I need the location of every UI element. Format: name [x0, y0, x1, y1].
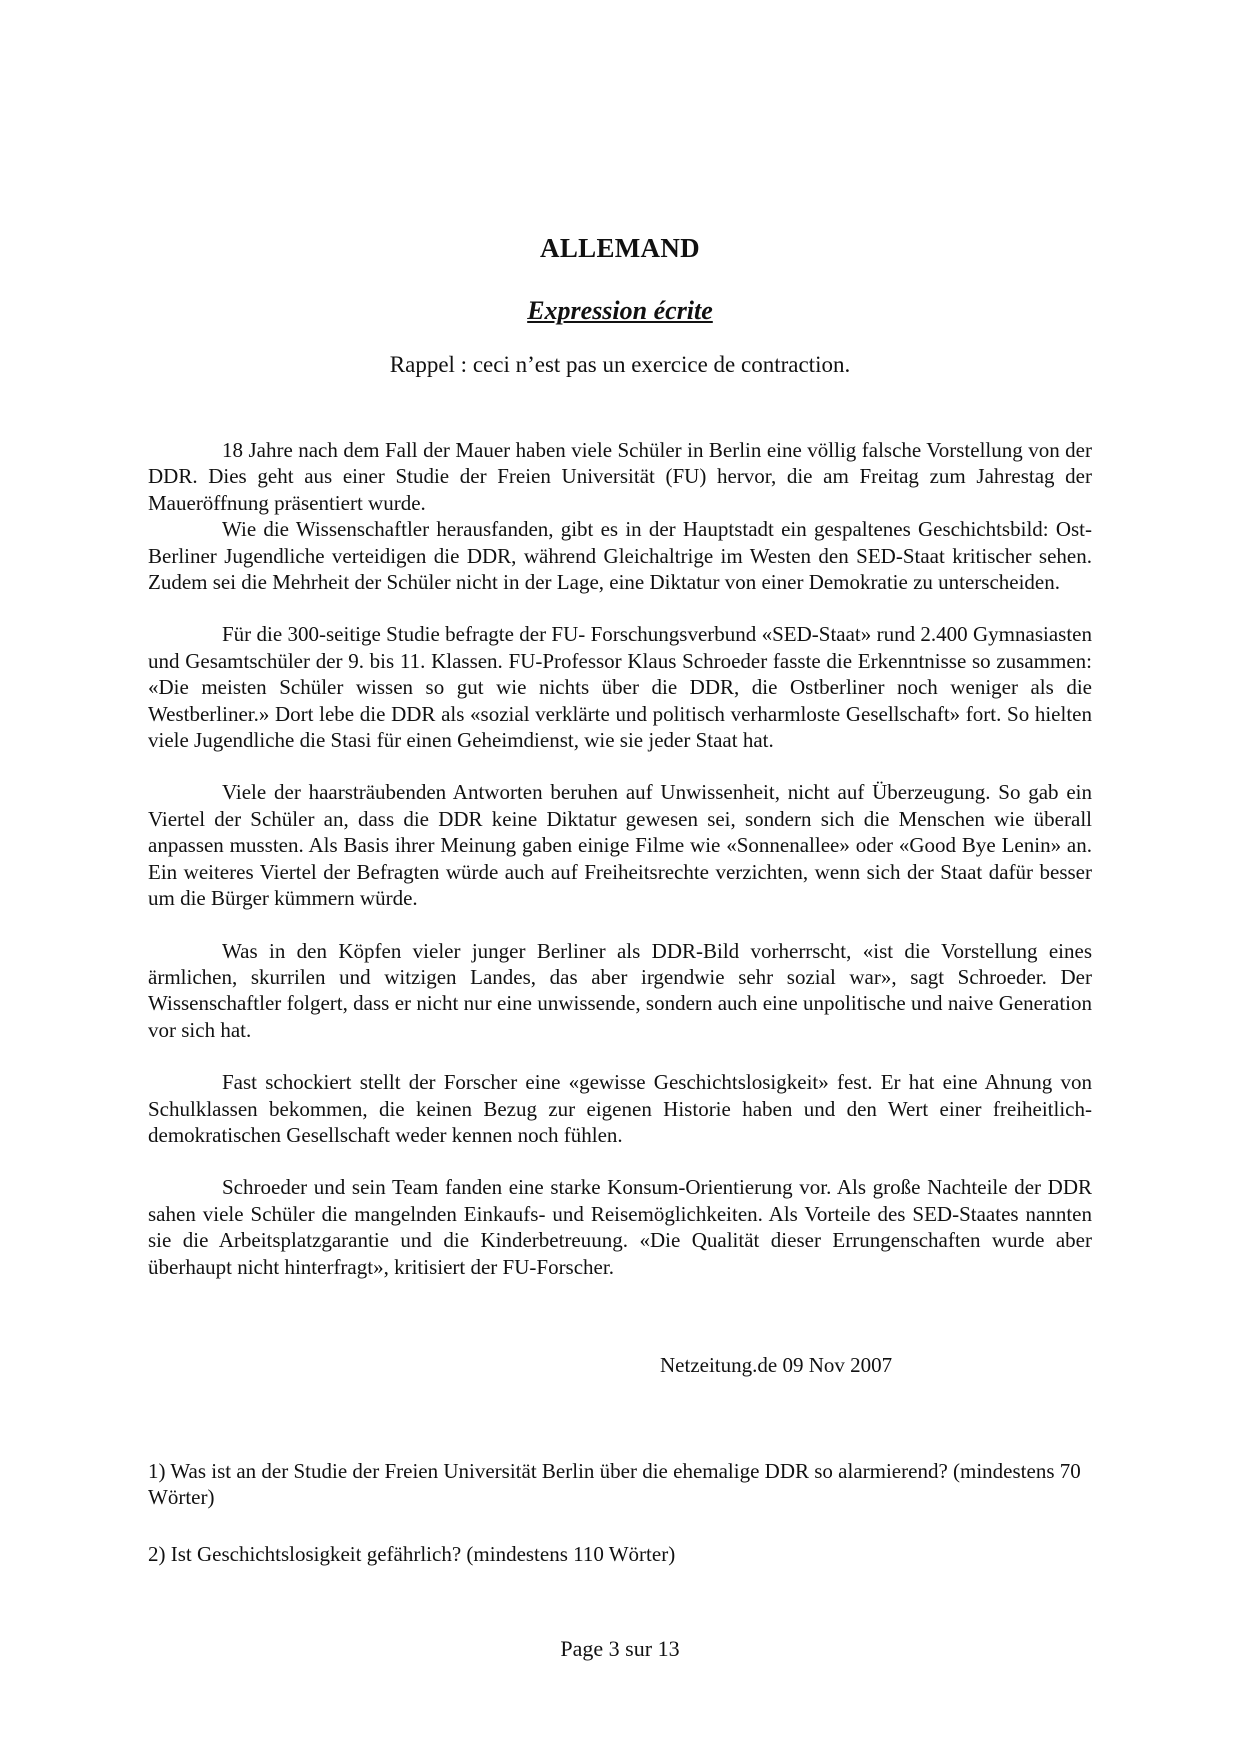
article-paragraph: Fast schockiert stellt der Forscher eine «gewisse Geschichtslosigkeit» fest. Er hat eine Ahnung von Schulklassen bekommen, die keinen Bezug zur eigenen Historie haben und den Wert einer freiheitlich-demokratischen Gesellschaft weder kennen noch fühlen.: [148, 1070, 1092, 1147]
article-paragraph: Schroeder und sein Team fanden eine starke Konsum-Orientierung vor. Als große Nachteile der DDR sahen viele Schüler die mangelnden Einkaufs- und Reisemöglichkeiten. Als Vorteile des SED-Staates nannten sie die Arbeitsplatzgarantie und die Kinderbetreuung. «Die Qualität dieser Errungenschaften wurde aber überhaupt nicht hinterfragt», kritisiert der FU-Forscher.: [148, 1175, 1092, 1279]
article-paragraph: Viele der haarsträubenden Antworten beruhen auf Unwissenheit, nicht auf Überzeugung. So gab ein Viertel der Schüler an, dass die DDR keine Diktatur gewesen sei, sondern sich die Menschen wie überall anpassen mussten. Als Basis ihrer Meinung gaben einige Filme wie «Sonnenallee» oder «Good Bye Lenin» an. Ein weiteres Viertel der Befragten würde auch auf Freiheitsrechte verzichten, wenn sich der Staat dafür besser um die Bürger kümmern würde.: [148, 780, 1092, 911]
article-paragraph: Wie die Wissenschaftler herausfanden, gibt es in der Hauptstadt ein gespaltenes Geschichtsbild: Ost-Berliner Jugendliche verteidigen die DDR, während Gleichaltrige im Westen den SED-Staat kritischer sehen. Zudem sei die Mehrheit der Schüler nicht in der Lage, eine Diktatur von einer Demokratie zu unterscheiden.: [148, 517, 1092, 595]
section-subtitle: Expression écrite: [527, 296, 713, 325]
article-source: Netzeitung.de 09 Nov 2007: [660, 1353, 893, 1377]
question-item: 2) Ist Geschichtslosigkeit gefährlich? (mindestens 110 Wörter): [148, 1541, 676, 1566]
page-number: Page 3 sur 13: [560, 1636, 680, 1661]
article-paragraph: Was in den Köpfen vieler junger Berliner als DDR-Bild vorherrscht, «ist die Vorstellung eines ärmlichen, skurrilen und witzigen Landes, das aber irgendwie sehr sozial war», sagt Schroeder. Der Wissenschaftler folgert, dass er nicht nur eine unwissende, sondern auch eine unpolitische und naive Generation vor sich hat.: [148, 938, 1092, 1042]
article-body: [148, 437, 1092, 1280]
article-paragraph: 18 Jahre nach dem Fall der Mauer haben viele Schüler in Berlin eine völlig falsche Vorstellung von der DDR. Dies geht aus einer Studie der Freien Universität (FU) hervor, die am Freitag zum Jahrestag der Maueröffnung präsentiert wurde.: [148, 438, 1092, 515]
article-paragraph: Für die 300-seitige Studie befragte der FU- Forschungsverbund «SED-Staat» rund 2.400 Gymnasiasten und Gesamtschüler der 9. bis 11. Klassen. FU-Professor Klaus Schroeder fasste die Erkenntnisse so zusammen: «Die meisten Schüler wissen so gut wie nichts über die DDR, die Ostberliner noch weniger als die Westberliner.» Dort lebe die DDR als «sozial verklärte und politisch verharmloste Gesellschaft» fort. So hielten viele Jugendliche die Stasi für einen Geheimdienst, wie sie jeder Staat hat.: [148, 622, 1092, 753]
reminder-note: Rappel : ceci n’est pas un exercice de contraction.: [389, 352, 851, 377]
question-item: 1) Was ist an der Studie der Freien Universität Berlin über die ehemalige DDR so alarmierend? (mindestens 70 Wörter): [148, 1459, 1081, 1510]
questions-section: [148, 1458, 1092, 1567]
page-title: ALLEMAND: [540, 233, 700, 263]
